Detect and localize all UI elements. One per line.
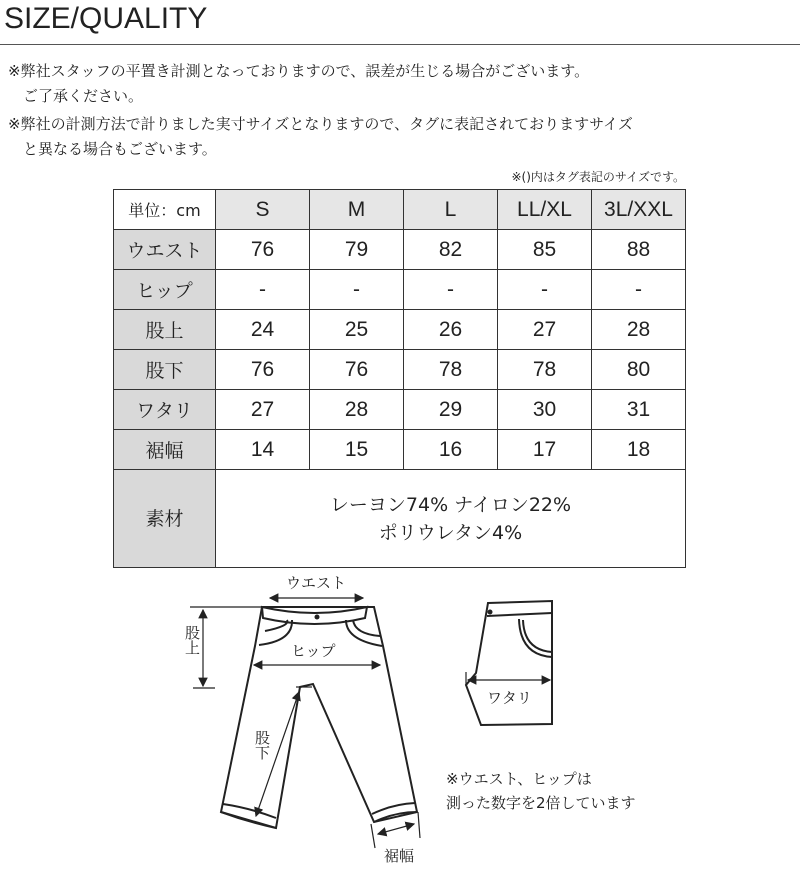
size-header: L: [404, 190, 498, 230]
thigh-label: ワタリ: [487, 689, 532, 707]
measurement-value: 15: [310, 430, 404, 470]
measurement-value: 27: [498, 310, 592, 350]
measurement-value: 17: [498, 430, 592, 470]
measurement-label: ワタリ: [114, 390, 216, 430]
measurement-value: 27: [216, 390, 310, 430]
measurement-label: 股下: [114, 350, 216, 390]
measurement-value: 76: [216, 350, 310, 390]
measurement-value: 28: [310, 390, 404, 430]
note-line: ※弊社スタッフの平置き計測となっておりますので、誤差が生じる場合がございます。: [8, 62, 590, 80]
waist-label: ウエスト: [286, 574, 347, 592]
material-label: 素材: [114, 470, 216, 568]
measurement-value: 76: [216, 230, 310, 270]
note-line: ※弊社の計測方法で計りました実寸サイズとなりますので、タグに表記されておりますサイズ: [8, 115, 633, 133]
measurement-value: 78: [404, 350, 498, 390]
measurement-label: 股上: [114, 310, 216, 350]
size-header: S: [216, 190, 310, 230]
measurement-value: 78: [498, 350, 592, 390]
measurement-value: 26: [404, 310, 498, 350]
diagram-note-line: 測った数字を2倍しています: [446, 794, 636, 812]
measurement-value: -: [216, 270, 310, 310]
measurement-value: 80: [592, 350, 686, 390]
note-line: と異なる場合もございます。: [8, 140, 217, 158]
measurement-value: 79: [310, 230, 404, 270]
diagram-note-line: ※ウエスト、ヒップは: [446, 770, 592, 788]
hem-label: 裾幅: [384, 847, 415, 865]
measurement-label: ウエスト: [114, 230, 216, 270]
measurement-value: 16: [404, 430, 498, 470]
material-line: ポリウレタン4%: [378, 521, 523, 544]
measurement-value: 29: [404, 390, 498, 430]
size-header: 3L/XXL: [592, 190, 686, 230]
tag-note: ※()内はタグ表記のサイズです。: [511, 170, 685, 184]
measurement-value: -: [498, 270, 592, 310]
inseam-label: 股下: [253, 730, 271, 760]
measurement-label: ヒップ: [114, 270, 216, 310]
size-header: M: [310, 190, 404, 230]
measurement-value: 82: [404, 230, 498, 270]
material-line: レーヨン74% ナイロン22%: [329, 493, 572, 516]
measurement-value: -: [404, 270, 498, 310]
measurement-value: 88: [592, 230, 686, 270]
page-title: SIZE/QUALITY: [4, 2, 208, 35]
measurement-value: -: [592, 270, 686, 310]
measurement-value: 85: [498, 230, 592, 270]
measurement-label: 裾幅: [114, 430, 216, 470]
measurement-value: 18: [592, 430, 686, 470]
measurement-value: 76: [310, 350, 404, 390]
size-header: LL/XL: [498, 190, 592, 230]
hip-label: ヒップ: [291, 642, 336, 660]
measurement-value: 25: [310, 310, 404, 350]
measurement-value: 30: [498, 390, 592, 430]
measurement-value: 14: [216, 430, 310, 470]
note-line: ご了承ください。: [8, 87, 144, 105]
unit-label: 単位：cm: [114, 190, 216, 230]
measurement-value: -: [310, 270, 404, 310]
rise-label: 股上: [183, 625, 201, 655]
measurement-value: 31: [592, 390, 686, 430]
measurement-value: 24: [216, 310, 310, 350]
measurement-value: 28: [592, 310, 686, 350]
